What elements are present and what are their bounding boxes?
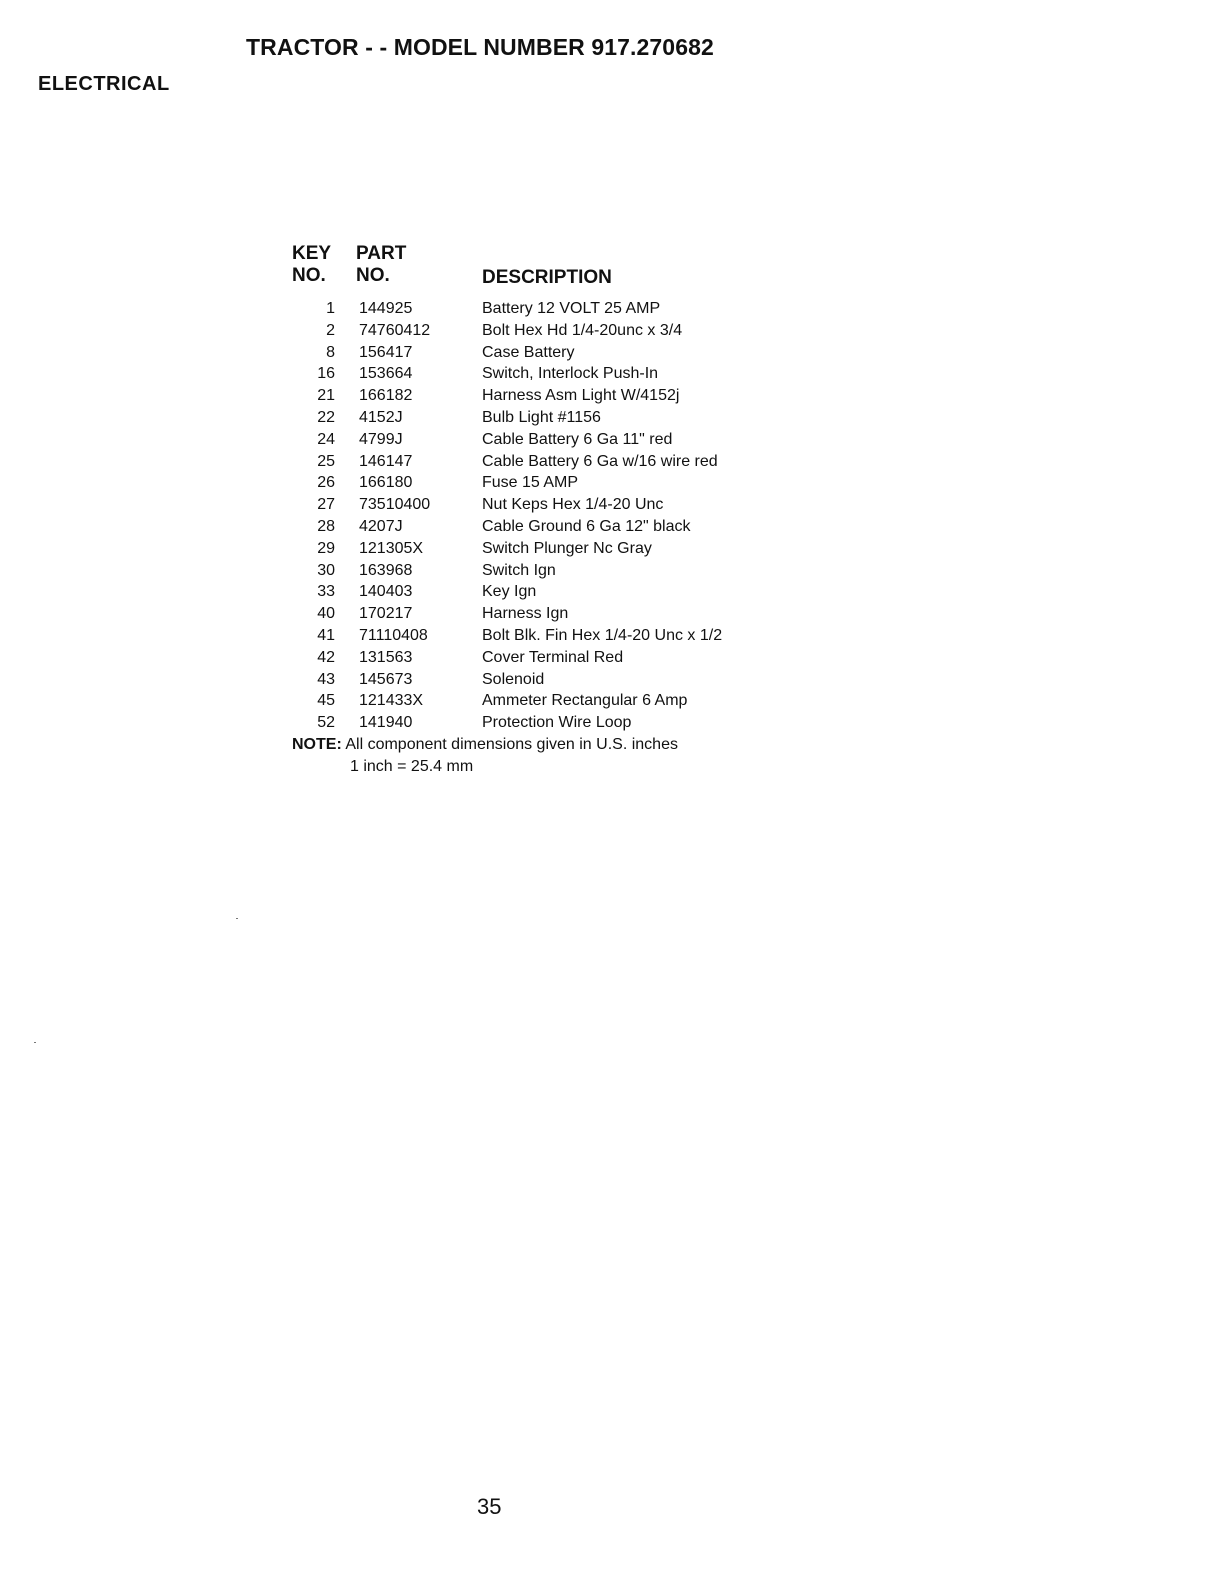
table-row [292, 669, 812, 691]
key-no: 42 [317, 648, 335, 666]
part-description: Bolt Hex Hd 1/4-20unc x 3/4 [482, 321, 683, 339]
key-no: 24 [317, 430, 335, 448]
key-no: 33 [317, 583, 335, 601]
table-row [292, 429, 812, 451]
part-description: Key Ign [482, 583, 537, 601]
part-description: Cable Battery 6 Ga w/16 wire red [482, 452, 718, 470]
part-no: 131563 [359, 648, 413, 666]
dimension-note [292, 734, 678, 756]
page-number: 35 [477, 1494, 502, 1519]
key-no: 26 [317, 474, 335, 492]
part-no: 73510400 [359, 496, 431, 514]
table-row [292, 494, 812, 516]
scan-speck [236, 918, 238, 919]
key-no: 16 [317, 365, 335, 383]
table-row [292, 407, 812, 429]
key-no: 1 [326, 300, 335, 317]
header-description: DESCRIPTION [482, 267, 612, 288]
table-row [292, 516, 812, 538]
part-no: 166182 [359, 387, 413, 405]
header-key-line1: KEY [292, 243, 332, 264]
part-description: Fuse 15 AMP [482, 474, 579, 492]
key-no: 52 [317, 714, 335, 732]
table-row [292, 538, 812, 560]
page-title: TRACTOR - - MODEL NUMBER 917.270682 [246, 34, 714, 60]
part-description: Switch Plunger Nc Gray [482, 539, 652, 557]
note-label: NOTE: [292, 736, 342, 753]
header-part-no [356, 243, 406, 287]
key-no: 45 [317, 692, 335, 710]
part-description: Ammeter Rectangular 6 Amp [482, 692, 688, 710]
part-description: Case Battery [482, 343, 575, 361]
part-description: Switch, Interlock Push-In [482, 365, 659, 383]
table-row [292, 472, 812, 494]
part-description: Harness Ign [482, 605, 569, 623]
parts-rows [292, 298, 812, 734]
part-no: 166180 [359, 474, 413, 492]
table-row [292, 298, 812, 320]
note-text: All component dimensions given in U.S. inches [341, 736, 678, 753]
key-no: 2 [326, 321, 335, 339]
key-no: 21 [317, 387, 335, 405]
table-row [292, 690, 812, 712]
header-part-line2: NO. [356, 265, 390, 286]
key-no: 22 [317, 408, 335, 426]
table-row [292, 342, 812, 364]
part-no: 145673 [359, 670, 413, 688]
part-description: Cover Terminal Red [482, 648, 624, 666]
key-no: 29 [317, 539, 335, 557]
table-row [292, 363, 812, 385]
key-no: 40 [317, 605, 335, 623]
table-row [292, 451, 812, 473]
key-no: 8 [326, 343, 335, 361]
part-description: Bulb Light #1156 [482, 408, 601, 426]
part-description: Harness Asm Light W/4152j [482, 387, 680, 405]
part-no: 144925 [359, 300, 413, 317]
part-no: 156417 [359, 343, 413, 361]
part-description: Nut Keps Hex 1/4-20 Unc [482, 496, 664, 514]
part-no: 4152J [359, 408, 403, 426]
part-description: Bolt Blk. Fin Hex 1/4-20 Unc x 1/2 [482, 626, 723, 644]
section-title: ELECTRICAL [38, 73, 170, 95]
table-row [292, 385, 812, 407]
table-row [292, 320, 812, 342]
table-row [292, 647, 812, 669]
header-part-line1: PART [356, 243, 407, 264]
part-no: 141940 [359, 714, 413, 732]
key-no: 28 [317, 517, 335, 535]
part-no: 4207J [359, 517, 403, 535]
part-no: 71110408 [359, 626, 428, 644]
part-description: Switch Ign [482, 561, 556, 579]
part-description: Protection Wire Loop [482, 714, 632, 732]
part-description: Solenoid [482, 670, 545, 688]
part-description: Battery 12 VOLT 25 AMP [482, 300, 661, 317]
part-no: 74760412 [359, 321, 431, 339]
header-key-line2: NO. [292, 265, 326, 286]
table-row [292, 625, 812, 647]
header-key-no [292, 243, 331, 287]
key-no: 41 [317, 626, 335, 644]
part-no: 163968 [359, 561, 413, 579]
part-no: 121305X [359, 539, 424, 557]
part-no: 170217 [359, 605, 413, 623]
table-row [292, 581, 812, 603]
part-no: 4799J [359, 430, 403, 448]
part-no: 121433X [359, 692, 424, 710]
part-no: 146147 [359, 452, 413, 470]
table-row [292, 560, 812, 582]
note-conversion: 1 inch = 25.4 mm [350, 758, 474, 775]
part-description: Cable Ground 6 Ga 12" black [482, 517, 691, 535]
scan-speck [34, 1042, 36, 1043]
part-description: Cable Battery 6 Ga 11" red [482, 430, 673, 448]
part-no: 140403 [359, 583, 413, 601]
part-no: 153664 [359, 365, 413, 383]
table-row [292, 712, 812, 734]
key-no: 30 [317, 561, 335, 579]
key-no: 43 [317, 670, 335, 688]
key-no: 27 [317, 496, 335, 514]
key-no: 25 [317, 452, 335, 470]
table-row [292, 603, 812, 625]
